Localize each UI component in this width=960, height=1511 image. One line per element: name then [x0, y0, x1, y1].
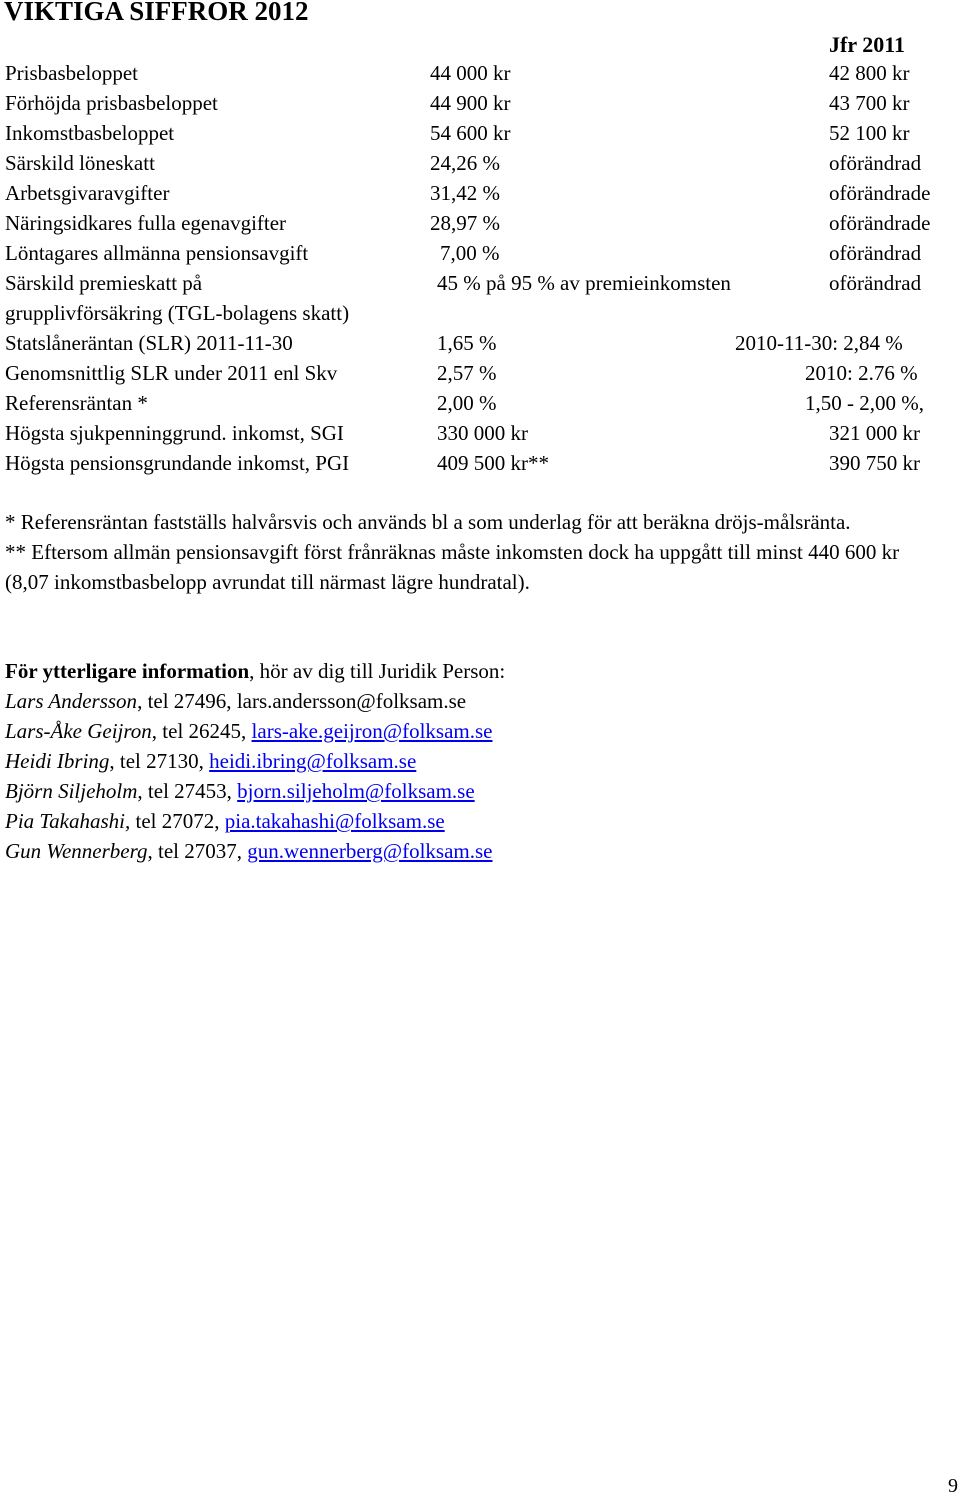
row-value-2012: 330 000 kr: [437, 421, 528, 445]
row-label: Särskild löneskatt: [5, 151, 155, 175]
contact-name: Pia Takahashi,: [5, 809, 131, 833]
row-label: Arbetsgivaravgifter: [5, 181, 170, 205]
contact-phone: , tel 26245,: [151, 719, 252, 743]
contact-phone: , tel 27453,: [137, 779, 238, 803]
row-value-2012: 7,00 %: [440, 241, 500, 265]
table-row: [0, 388, 960, 418]
row-label: Statslåneräntan (SLR) 2011-11-30: [5, 331, 293, 355]
table-row: [0, 88, 960, 118]
contact-email-link[interactable]: heidi.ibring@folksam.se: [209, 749, 417, 773]
table-row: [0, 418, 960, 448]
contact-item: [5, 686, 935, 716]
table-row: [0, 298, 960, 328]
table-row: [0, 148, 960, 178]
table-row: [0, 448, 960, 478]
table-row: [0, 268, 960, 298]
contact-item: [5, 806, 935, 836]
row-value-2012: 28,97 %: [430, 211, 500, 235]
row-value-2011: 1,50 - 2,00 %,: [805, 391, 924, 415]
row-label: Förhöjda prisbasbeloppet: [5, 91, 218, 115]
row-label: Högsta sjukpenninggrund. inkomst, SGI: [5, 421, 344, 445]
row-label: Referensräntan *: [5, 391, 148, 415]
contact-phone: , tel 27130,: [109, 749, 210, 773]
contact-name: Lars Andersson: [5, 689, 138, 713]
table-row: [0, 118, 960, 148]
row-value-2011: 390 750 kr: [829, 451, 920, 475]
table-row: [0, 58, 960, 88]
contact-section: [5, 656, 935, 866]
row-label: Särskild premieskatt på: [5, 271, 203, 295]
row-value-2011: oförändrade: [829, 181, 931, 205]
table-row: [0, 178, 960, 208]
row-value-2011: oförändrade: [829, 211, 931, 235]
row-value-2011: 52 100 kr: [829, 121, 910, 145]
row-label: Näringsidkares fulla egenavgifter: [5, 211, 287, 235]
contact-phone: tel 27072,: [130, 809, 225, 833]
contact-email-link[interactable]: lars-ake.geijron@folksam.se: [251, 719, 493, 743]
row-value-2012: 44 000 kr: [430, 61, 511, 85]
row-value-2012: 2,57 %: [437, 361, 497, 385]
contact-name: Lars-Åke Geijron: [5, 719, 152, 743]
row-value-2012: 54 600 kr: [430, 121, 511, 145]
contact-email-link[interactable]: bjorn.siljeholm@folksam.se: [237, 779, 475, 803]
row-value-2011: oförändrad: [829, 241, 922, 265]
row-value-2012: 409 500 kr**: [437, 451, 549, 475]
contact-name: Heidi Ibring: [5, 749, 110, 773]
row-value-2011: 321 000 kr: [829, 421, 920, 445]
contact-phone: , tel 27037,: [147, 839, 248, 863]
contact-name: Björn Siljeholm: [5, 779, 138, 803]
row-label: Löntagares allmänna pensionsavgift: [5, 241, 309, 265]
footnotes: [5, 507, 935, 597]
contact-item: [5, 746, 935, 776]
contact-item: [5, 836, 935, 866]
contact-item: [5, 776, 935, 806]
table-row: [0, 208, 960, 238]
row-value-2011: oförändrad: [829, 151, 922, 175]
compare-year-header: Jfr 2011: [829, 32, 905, 57]
row-value-2012: 2,00 %: [437, 391, 497, 415]
row-label: Genomsnittlig SLR under 2011 enl Skv: [5, 361, 338, 385]
row-label: Inkomstbasbeloppet: [5, 121, 175, 145]
footnote-pgi: ** Eftersom allmän pensionsavgift först frånräknas måste inkomsten dock ha uppgått till minst 440 600 kr (8,07 inkomstbasbelopp avrundat till närmast lägre hundratal).: [5, 540, 900, 594]
row-label: Prisbasbeloppet: [5, 61, 138, 85]
footnote-reference-rate: * Referensräntan fastställs halvårsvis och används bl a som underlag för att beräkna dröjs-målsränta.: [5, 510, 851, 534]
row-label: Högsta pensionsgrundande inkomst, PGI: [5, 451, 350, 475]
contact-heading-text: , hör av dig till Juridik Person:: [249, 659, 506, 683]
row-value-2011: 42 800 kr: [829, 61, 910, 85]
page-number: 9: [948, 1475, 958, 1497]
row-value-2012: 44 900 kr: [430, 91, 511, 115]
row-value-2012: 31,42 %: [430, 181, 500, 205]
contact-heading-bold: För ytterligare information: [5, 659, 250, 683]
contact-phone: , tel 27496,: [137, 689, 237, 713]
contact-heading: [5, 656, 935, 686]
contact-email: lars.andersson@folksam.se: [236, 689, 467, 713]
contact-email-link[interactable]: pia.takahashi@folksam.se: [224, 809, 445, 833]
page-title: VIKTIGA SIFFROR 2012: [4, 0, 309, 26]
contact-email-link[interactable]: gun.wennerberg@folksam.se: [247, 839, 493, 863]
row-value-2011: 2010-11-30: 2,84 %: [735, 331, 903, 355]
contact-item: [5, 716, 935, 746]
table-row: [0, 238, 960, 268]
row-value-2012: 24,26 %: [430, 151, 500, 175]
row-value-2012: 45 % på 95 % av premieinkomsten: [437, 271, 731, 295]
contact-name: Gun Wennerberg: [5, 839, 148, 863]
table-row: [0, 328, 960, 358]
row-value-2011: 2010: 2.76 %: [805, 361, 918, 385]
row-value-2011: oförändrad: [829, 271, 922, 295]
row-label: grupplivförsäkring (TGL-bolagens skatt): [5, 301, 350, 325]
row-value-2011: 43 700 kr: [829, 91, 910, 115]
figures-table: [0, 58, 960, 478]
table-row: [0, 358, 960, 388]
row-value-2012: 1,65 %: [437, 331, 497, 355]
